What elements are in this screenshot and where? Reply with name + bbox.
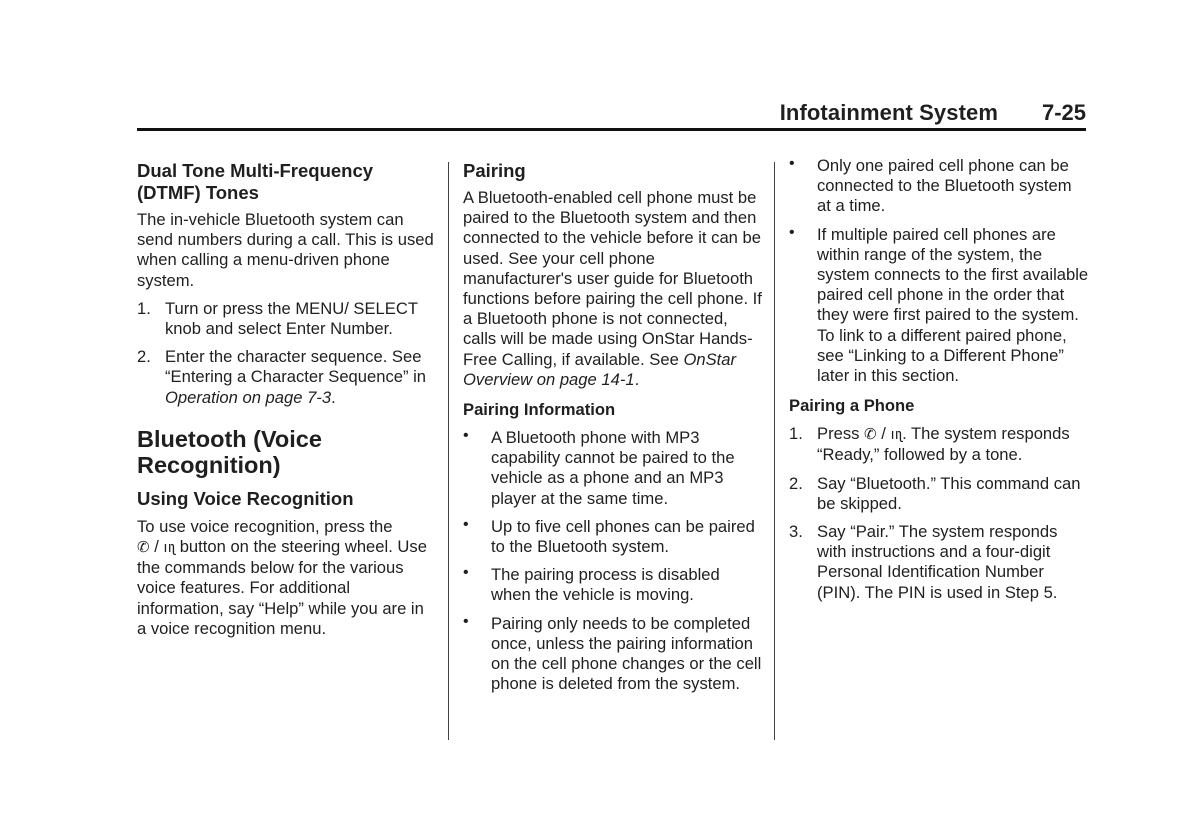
bullet-icon: • xyxy=(463,515,469,533)
dtmf-steps xyxy=(137,299,437,408)
using-voice-body xyxy=(137,517,437,639)
list-item xyxy=(463,614,763,695)
bullet-text: If multiple paired cell phones are within range of the system, the system connects to the first available paired cell phone in the order that they were first paired to the system. To link to a different paired phone, see “Linking to a Different Phone” later in this section. xyxy=(817,224,1089,386)
list-item xyxy=(789,522,1089,603)
list-item xyxy=(789,474,1089,514)
step-text-end: . xyxy=(331,387,336,407)
list-item xyxy=(463,428,763,509)
body-text: button on the steering wheel. Use the commands below for the various voice features. For additional information, say “Help” while you are in a voice recognition menu. xyxy=(137,537,427,638)
bullet-icon: • xyxy=(463,564,469,582)
header-rule xyxy=(137,128,1086,131)
step-number: 2. xyxy=(137,347,151,367)
voice-icon: ııʅ xyxy=(163,539,176,557)
pairing-body xyxy=(463,188,763,390)
column-1 xyxy=(137,160,437,647)
bluetooth-heading: Bluetooth (Voice Recognition) xyxy=(137,425,322,478)
dtmf-heading: Dual Tone Multi-Frequency (DTMF) Tones xyxy=(137,160,374,203)
body-text: A Bluetooth-enabled cell phone must be paired to the Bluetooth system and then connected to the vehicle before it can be used. See your cell phone manufacturer's user guide for Bluetooth functions before pairing the cell phone. If a Bluetooth phone is not connected, calls will be made using OnStar Hands-Free Calling, if available. See xyxy=(463,188,762,369)
bullet-icon: • xyxy=(789,155,795,172)
pairing-steps xyxy=(789,424,1089,603)
cross-reference-link[interactable]: Operation on page 7-3 xyxy=(165,387,332,407)
step-number: 1. xyxy=(789,424,803,444)
step-text: Say “Bluetooth.” This command can be skipped. xyxy=(817,473,1081,513)
step-text: Say “Pair.” The system responds with instructions and a four-digit Personal Identification Number (PIN). The PIN is used in Step 5. xyxy=(817,522,1058,602)
cross-reference-link[interactable]: OnStar Overview on page 14-1 xyxy=(463,349,737,389)
phone-icon: ✆ xyxy=(864,426,877,444)
list-item xyxy=(137,347,437,408)
voice-icon: ııʅ xyxy=(890,426,903,444)
pairing-heading: Pairing xyxy=(463,160,526,181)
step-text: Turn or press the MENU/ SELECT knob and select Enter Number. xyxy=(165,298,418,339)
bullet-icon: • xyxy=(463,427,469,445)
page-number: 7-25 xyxy=(1041,100,1086,125)
list-item xyxy=(789,424,1089,465)
list-item xyxy=(789,225,1089,387)
separator: / xyxy=(149,537,164,557)
bullet-text: Pairing only needs to be completed once, unless the pairing information on the cell phone changes or the cell phone is deleted from the system. xyxy=(491,613,762,694)
column-divider xyxy=(774,162,775,740)
column-2 xyxy=(463,160,763,702)
section-title: Infotainment System xyxy=(779,100,998,125)
step-text: Enter the character sequence. See “Entering a Character Sequence” in xyxy=(165,347,427,387)
bullet-icon: • xyxy=(463,612,469,630)
dtmf-body: The in-vehicle Bluetooth system can send numbers during a call. This is used when calling a menu-driven phone system. xyxy=(137,210,434,290)
column-divider xyxy=(448,162,449,740)
body-text: To use voice recognition, press the xyxy=(137,516,393,536)
column-3 xyxy=(789,156,1089,611)
bullet-text: Only one paired cell phone can be connected to the Bluetooth system at a time. xyxy=(817,156,1072,216)
bullet-text: The pairing process is disabled when the vehicle is moving. xyxy=(491,565,720,605)
step-number: 2. xyxy=(789,473,803,493)
bullet-text: Up to five cell phones can be paired to the Bluetooth system. xyxy=(491,516,755,557)
phone-icon: ✆ xyxy=(137,539,150,557)
page-header xyxy=(137,96,1086,132)
step-text: Press xyxy=(817,424,865,444)
list-item xyxy=(137,299,437,339)
pairing-info-heading: Pairing Information xyxy=(463,400,616,420)
pairing-info-list-continued xyxy=(789,156,1089,386)
pairing-info-list xyxy=(463,428,763,694)
list-item xyxy=(463,565,763,605)
bullet-icon: • xyxy=(789,223,795,241)
pairing-phone-heading: Pairing a Phone xyxy=(789,396,915,416)
bullet-text: A Bluetooth phone with MP3 capability cannot be paired to the vehicle as a phone and an MP3 player at the same time. xyxy=(491,428,735,508)
list-item xyxy=(789,156,1089,217)
step-text: . The system responds “Ready,” followed by a tone. xyxy=(817,424,1070,465)
using-voice-heading: Using Voice Recognition xyxy=(137,487,354,509)
step-number: 1. xyxy=(137,298,151,318)
body-text-end: . xyxy=(634,369,640,389)
list-item xyxy=(463,517,763,557)
step-number: 3. xyxy=(789,522,803,542)
separator: / xyxy=(876,424,891,444)
